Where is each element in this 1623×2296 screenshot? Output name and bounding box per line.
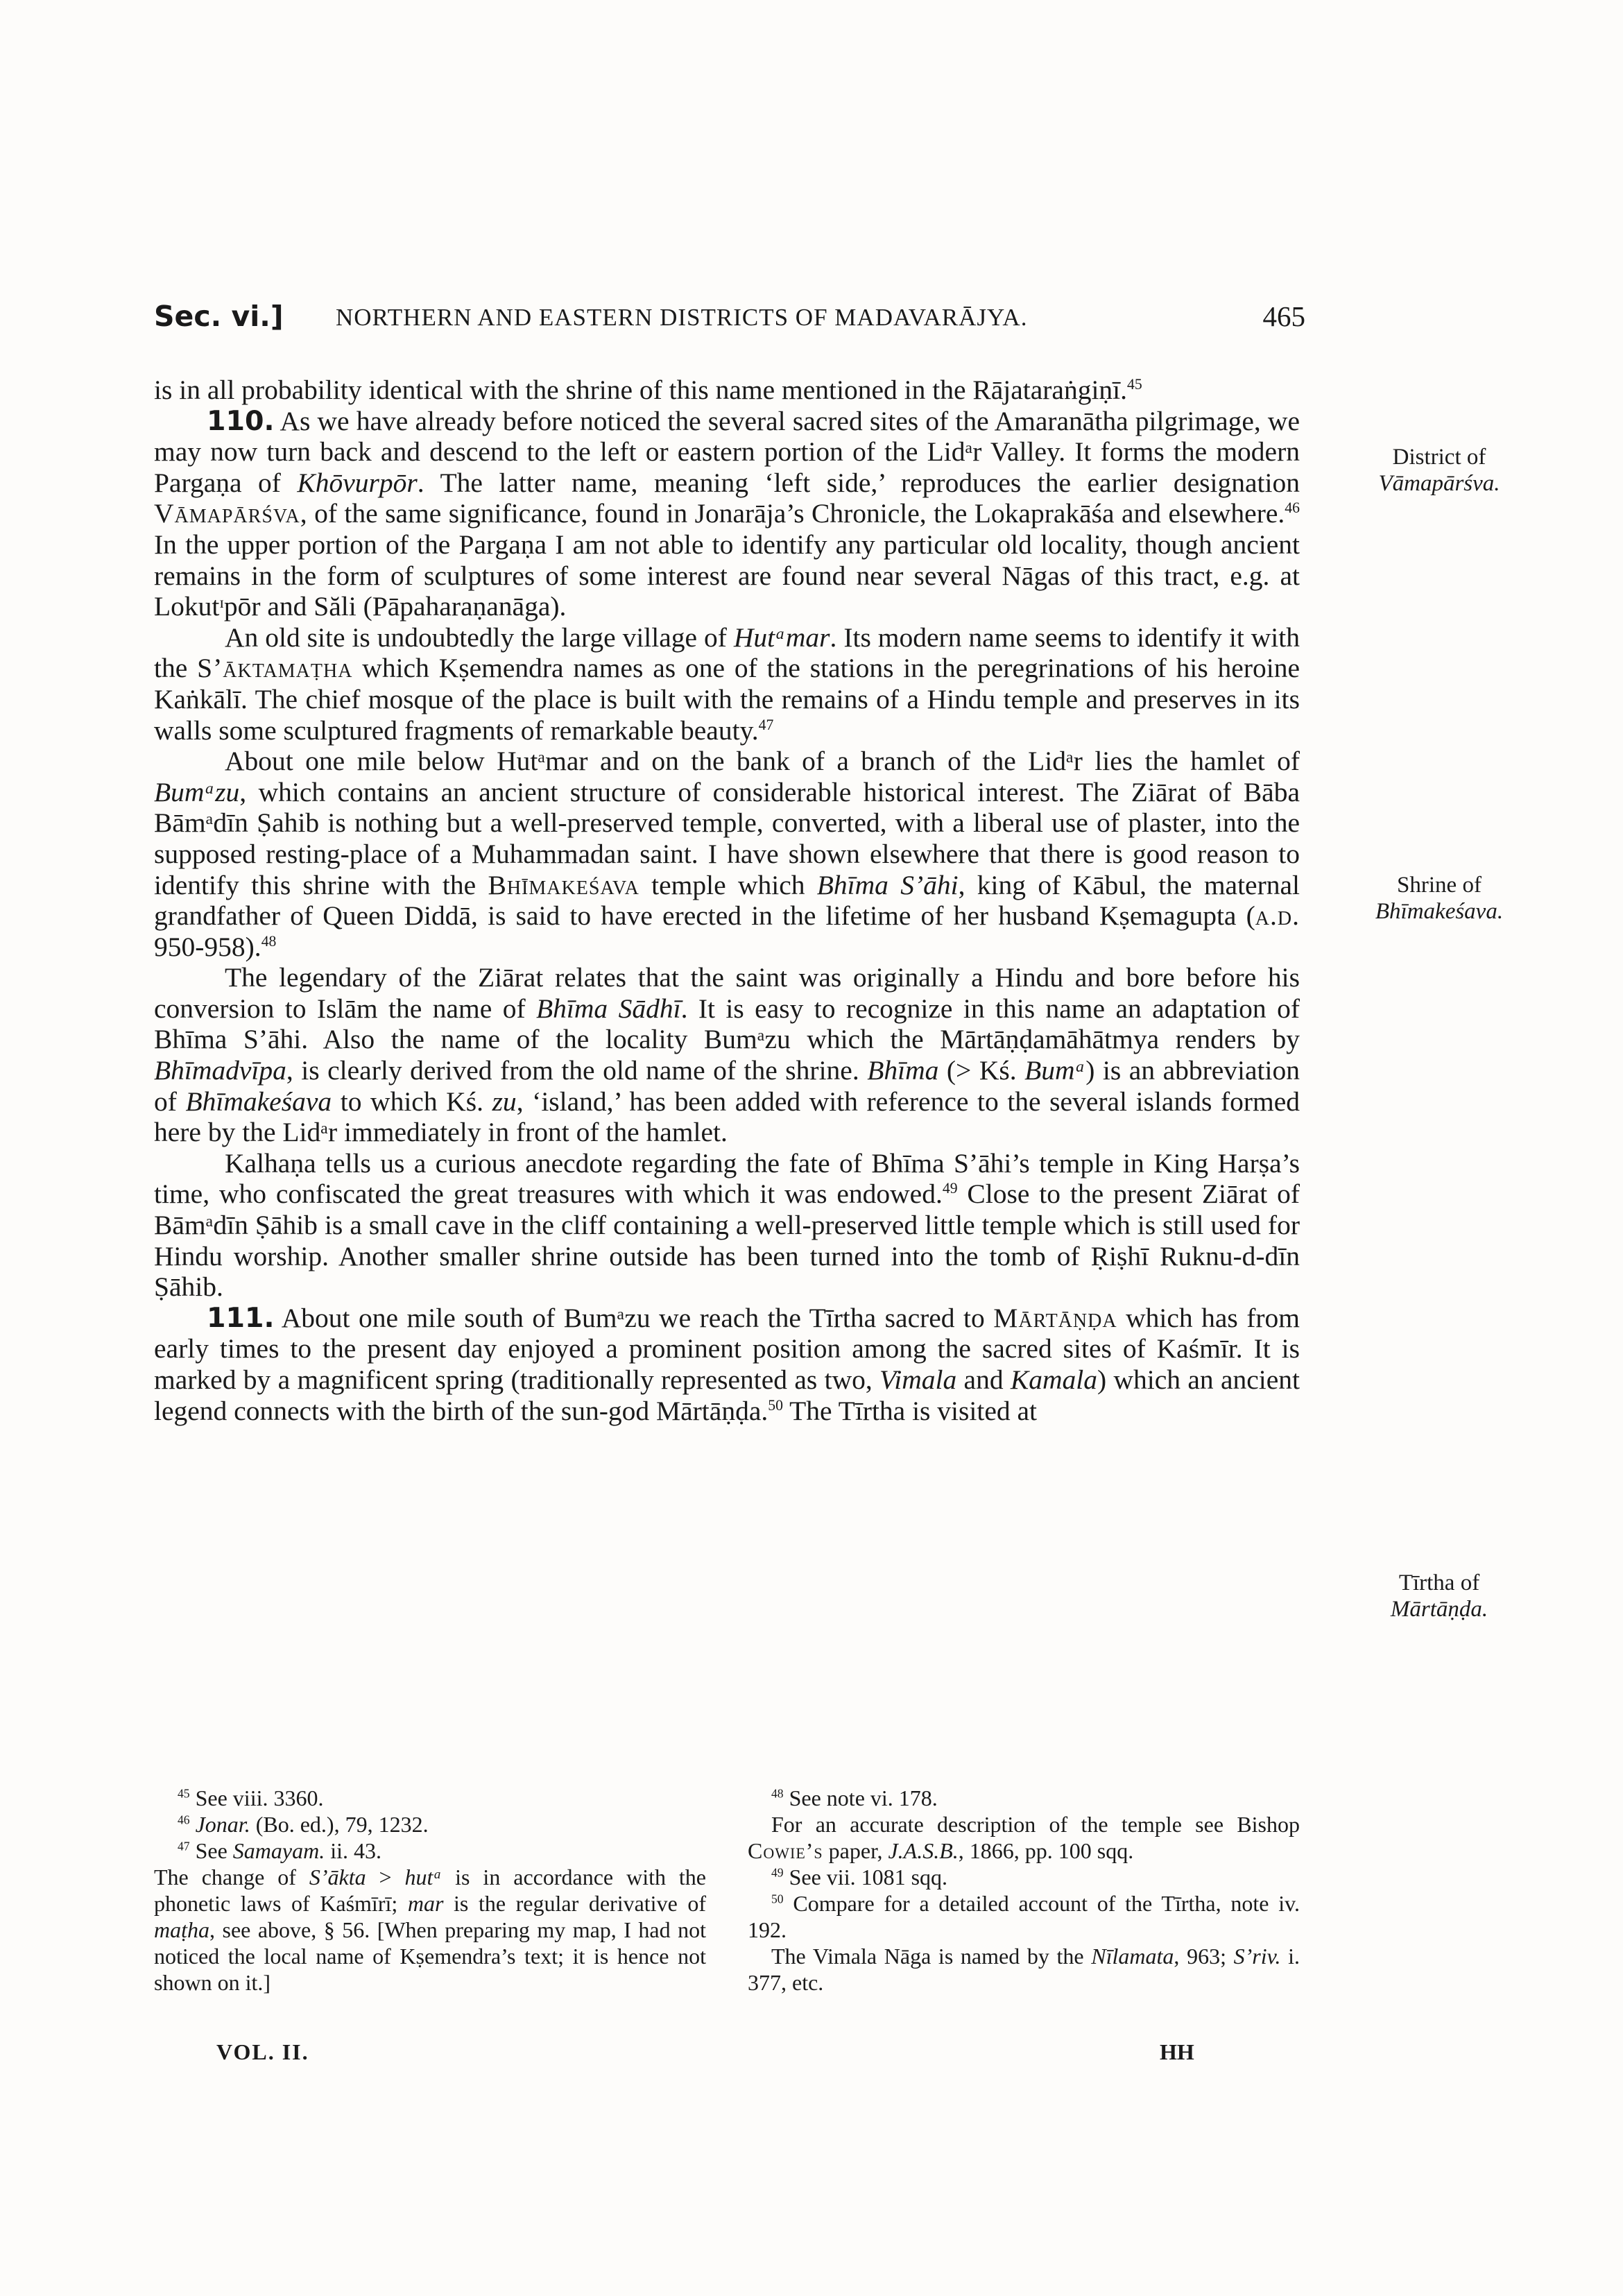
footnote-continuation: For an accurate description of the temple see Bishop Cowie’s paper, J.A.S.B., 1866, pp. 100 sqq. (748, 1812, 1300, 1863)
section-label: Sec. vi.] (154, 300, 284, 333)
paragraph: is in all probability identical with the shrine of this name mentioned in the Rājataraṅgiṇī.$^{45}$ (154, 375, 1142, 405)
footnote-ref: 48 (261, 932, 277, 950)
footnote-ref: 46 (1285, 499, 1300, 517)
paragraph-110: 110. As we have already before noticed the several sacred sites of the Amaranātha pilgrimage, we may now turn back and descend to the left or eastern portion of the Lidᵃr Valley. It forms the modern Pargaṇa of Khōvurpōr. The latter name, meaning ‘left side,’ reproduces the earlier designation Vāmapārśva, of the same significance, found in Jonarāja’s Chronicle, the Lokaprakāśa and elsewhere.$^{46}$ In the upper portion of the Pargaṇa I am not able to identify any particular old locality, though ancient remains in the form of sculptures of some interest are found near several Nāgas of this tract, e.g. at Lokutᶦpōr and Săli (Pāpaharaṇanāga). (154, 404, 1300, 622)
footnote: $^{50}$ Compare for a detailed account of the Tīrtha, note iv. 192. (748, 1891, 1300, 1942)
footnote-ref: 50 (768, 1396, 783, 1414)
margin-note: Shrine of Bhīmakeśava. (1375, 873, 1504, 924)
footnote: $^{45}$ See viii. 3360. (178, 1785, 324, 1810)
main-text (154, 375, 1300, 1426)
footnote-ref: 49 (942, 1180, 958, 1197)
section-number: 110. (207, 404, 275, 437)
footnote: $^{49}$ See vii. 1081 sqq. (771, 1865, 948, 1890)
paragraph: The legendary of the Ziārat relates that the saint was originally a Hindu and bore before his conversion to Islām the name of Bhīma Sādhī. It is easy to recognize in this name an adaptation of Bhīma S’āhi. Also the name of the locality Bumᵃzu which the Mārtāṇḍamāhātmya renders by Bhīmadvīpa, is clearly derived from the old name of the shrine. Bhīma (> Kś. Bumᵃ) is an abbreviation of Bhīmakeśava to which Kś. zu, ‘island,’ has been added with reference to the several islands formed here by the Lidᵃr immediately in front of the hamlet. (154, 962, 1300, 1148)
paragraph: About one mile below Hutᵃmar and on the bank of a branch of the Lidᵃr lies the hamlet of Bumᵃzu, which contains an ancient structure of considerable historical interest. The Ziārat of Bāba Bāmᵃdīn Ṣahib is nothing but a well-preserved temple, converted, with a liberal use of plaster, into the supposed resting-place of a Muhammadan saint. I have shown elsewhere that there is good reason to identify this shrine with the Bhīmakeśava temple which Bhīma S’āhi, king of Kābul, the maternal grandfather of Queen Diddā, is said to have erected in the lifetime of her husband Kṣemagupta (a.d. 950-958).$^{48}$ (154, 746, 1300, 962)
section-number: 111. (207, 1301, 275, 1334)
running-title: NORTHERN AND EASTERN DISTRICTS OF MADAVARĀJYA. (336, 304, 1028, 331)
footnote-column-right (748, 1785, 1300, 1996)
signature-mark: HH (1160, 2039, 1194, 2064)
footnote-ref: 47 (758, 716, 774, 733)
volume-label: VOL. II. (216, 2039, 309, 2064)
paragraph-111: 111. About one mile south of Bumᵃzu we reach the Tīrtha sacred to Mārtāṇḍa which has from early times to the present day enjoyed a prominent position among the sacred sites of Kaśmīr. It is marked by a magnificent spring (traditionally represented as two, Vimala and Kamala) which an ancient legend connects with the birth of the sun-god Mārtāṇḍa.$^{50}$ The Tīrtha is visited at (154, 1301, 1300, 1426)
running-header (154, 300, 1305, 341)
footnote: $^{47}$ See Samayam. ii. 43. (178, 1838, 381, 1863)
margin-note: Tīrtha of Mārtāṇḍa. (1390, 1570, 1488, 1622)
footnote: $^{48}$ See note vi. 178. (771, 1785, 938, 1810)
page-number: 465 (1262, 300, 1305, 332)
footnote: $^{46}$ Jonar. (Bo. ed.), 79, 1232. (178, 1812, 429, 1837)
footnote-continuation: The change of S’ākta > hutᵃ is in accordance with the phonetic laws of Kaśmīrī; mar is the regular derivative of maṭha, see above, § 56. [When preparing my map, I had not noticed the local name of Kṣemendra’s text; it is hence not shown on it.] (154, 1865, 707, 1995)
footnote-column-left (154, 1785, 706, 1996)
footnote-ref: 45 (1127, 375, 1142, 393)
margin-note: District of Vāmapārśva. (1378, 445, 1500, 496)
footnote-continuation: The Vimala Nāga is named by the Nīlamata, 963; S’riv. i. 377, etc. (748, 1944, 1300, 1995)
paragraph: An old site is undoubtedly the large village of Hutᵃmar. Its modern name seems to identify it with the S’āktamaṭha which Kṣemendra names as one of the stations in the peregrinations of his heroine Kaṅkālī. The chief mosque of the place is built with the remains of a Hindu temple and preserves in its walls some sculptured fragments of remarkable beauty.$^{47}$ (154, 622, 1300, 746)
page-footer (154, 2039, 1300, 2071)
paragraph: Kalhaṇa tells us a curious anecdote regarding the fate of Bhīma S’āhi’s temple in King Harṣa’s time, who confiscated the great treasures with which it was endowed.$^{49}$ Close to the present Ziārat of Bāmᵃdīn Ṣāhib is a small cave in the cliff containing a well-preserved little temple which is still used for Hindu worship. Another smaller shrine outside has been turned into the tomb of Ṛiṣhī Ruknu-d-dīn Ṣāhib. (154, 1147, 1300, 1303)
